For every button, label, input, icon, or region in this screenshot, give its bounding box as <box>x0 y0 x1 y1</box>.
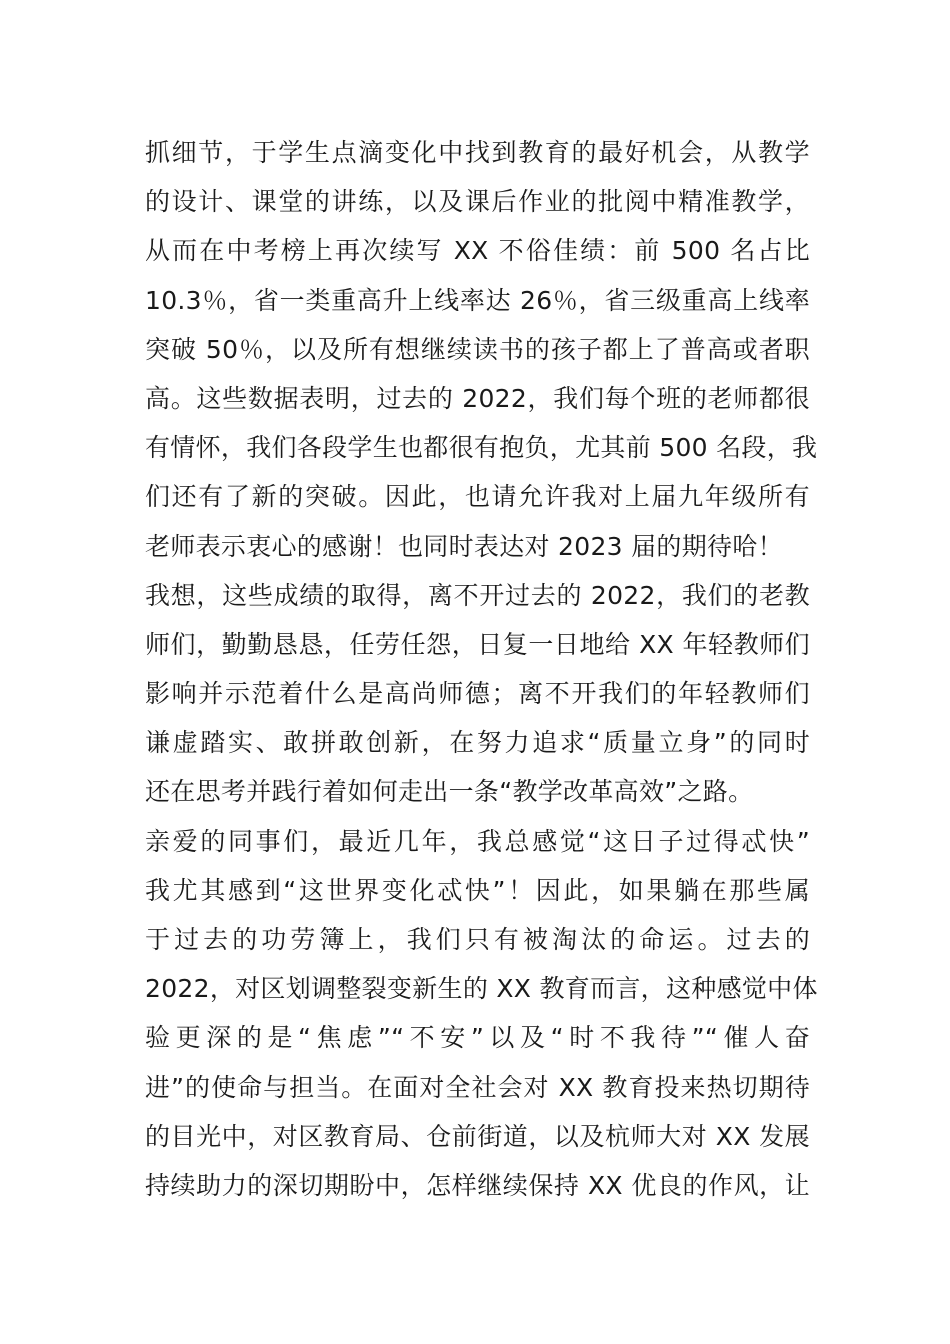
text-line-2: 的设计、课堂的讲练，以及课后作业的批阅中精准教学， <box>145 187 810 217</box>
text-line-21: 的目光中，对区教育局、仓前街道，以及杭师大对 XX 发展 <box>145 1121 810 1151</box>
text-line-3: 从而在中考榜上再次续写 XX 不俗佳绩：前 500 名占比 <box>145 236 810 266</box>
text-line-16: 我尤其感到“这世界变化忒快”！因此，如果躺在那些属 <box>145 875 810 905</box>
text-line-19: 验更深的是“焦虑”“不安”以及“时不我待”“催人奋 <box>145 1023 810 1053</box>
text-line-12: 影响并示范着什么是高尚师德；离不开我们的年轻教师们 <box>145 679 810 709</box>
text-line-4: 10.3％，省一类重高升上线率达 26％，省三级重高上线率 <box>145 285 810 315</box>
text-line-9: 老师表示衷心的感谢！也同时表达对 2023 届的期待哈！ <box>145 531 783 561</box>
text-line-11: 师们，勤勤恳恳，任劳任怨，日复一日地给 XX 年轻教师们 <box>145 629 810 659</box>
text-line-10: 我想，这些成绩的取得，离不开过去的 2022，我们的老教 <box>145 580 810 610</box>
text-line-14: 还在思考并践行着如何走出一条“教学改革高效”之路。 <box>145 777 754 807</box>
text-line-8: 们还有了新的突破。因此，也请允许我对上届九年级所有 <box>145 482 810 512</box>
text-line-17: 于过去的功劳簿上，我们只有被淘汰的命运。过去的 <box>145 925 810 954</box>
text-line-18: 2022，对区划调整裂变新生的 XX 教育而言，这种感觉中体 <box>145 974 818 1004</box>
text-line-1: 抓细节，于学生点滴变化中找到教育的最好机会，从教学 <box>145 138 810 167</box>
text-line-7: 有情怀，我们各段学生也都很有抱负，尤其前 500 名段，我 <box>145 433 818 463</box>
text-line-20: 进”的使命与担当。在面对全社会对 XX 教育投来热切期待 <box>145 1072 810 1102</box>
text-line-15: 亲爱的同事们，最近几年，我总感觉“这日子过得忒快” <box>145 826 810 856</box>
text-line-6: 高。这些数据表明，过去的 2022，我们每个班的老师都很 <box>145 383 810 413</box>
text-line-5: 突破 50％，以及所有想继续读书的孩子都上了普高或者职 <box>145 334 810 364</box>
text-line-13: 谦虚踏实、敢拼敢创新，在努力追求“质量立身”的同时 <box>145 728 810 758</box>
text-line-22: 持续助力的深切期盼中，怎样继续保持 XX 优良的作风，让 <box>145 1170 810 1200</box>
body-text <box>145 128 818 1210</box>
